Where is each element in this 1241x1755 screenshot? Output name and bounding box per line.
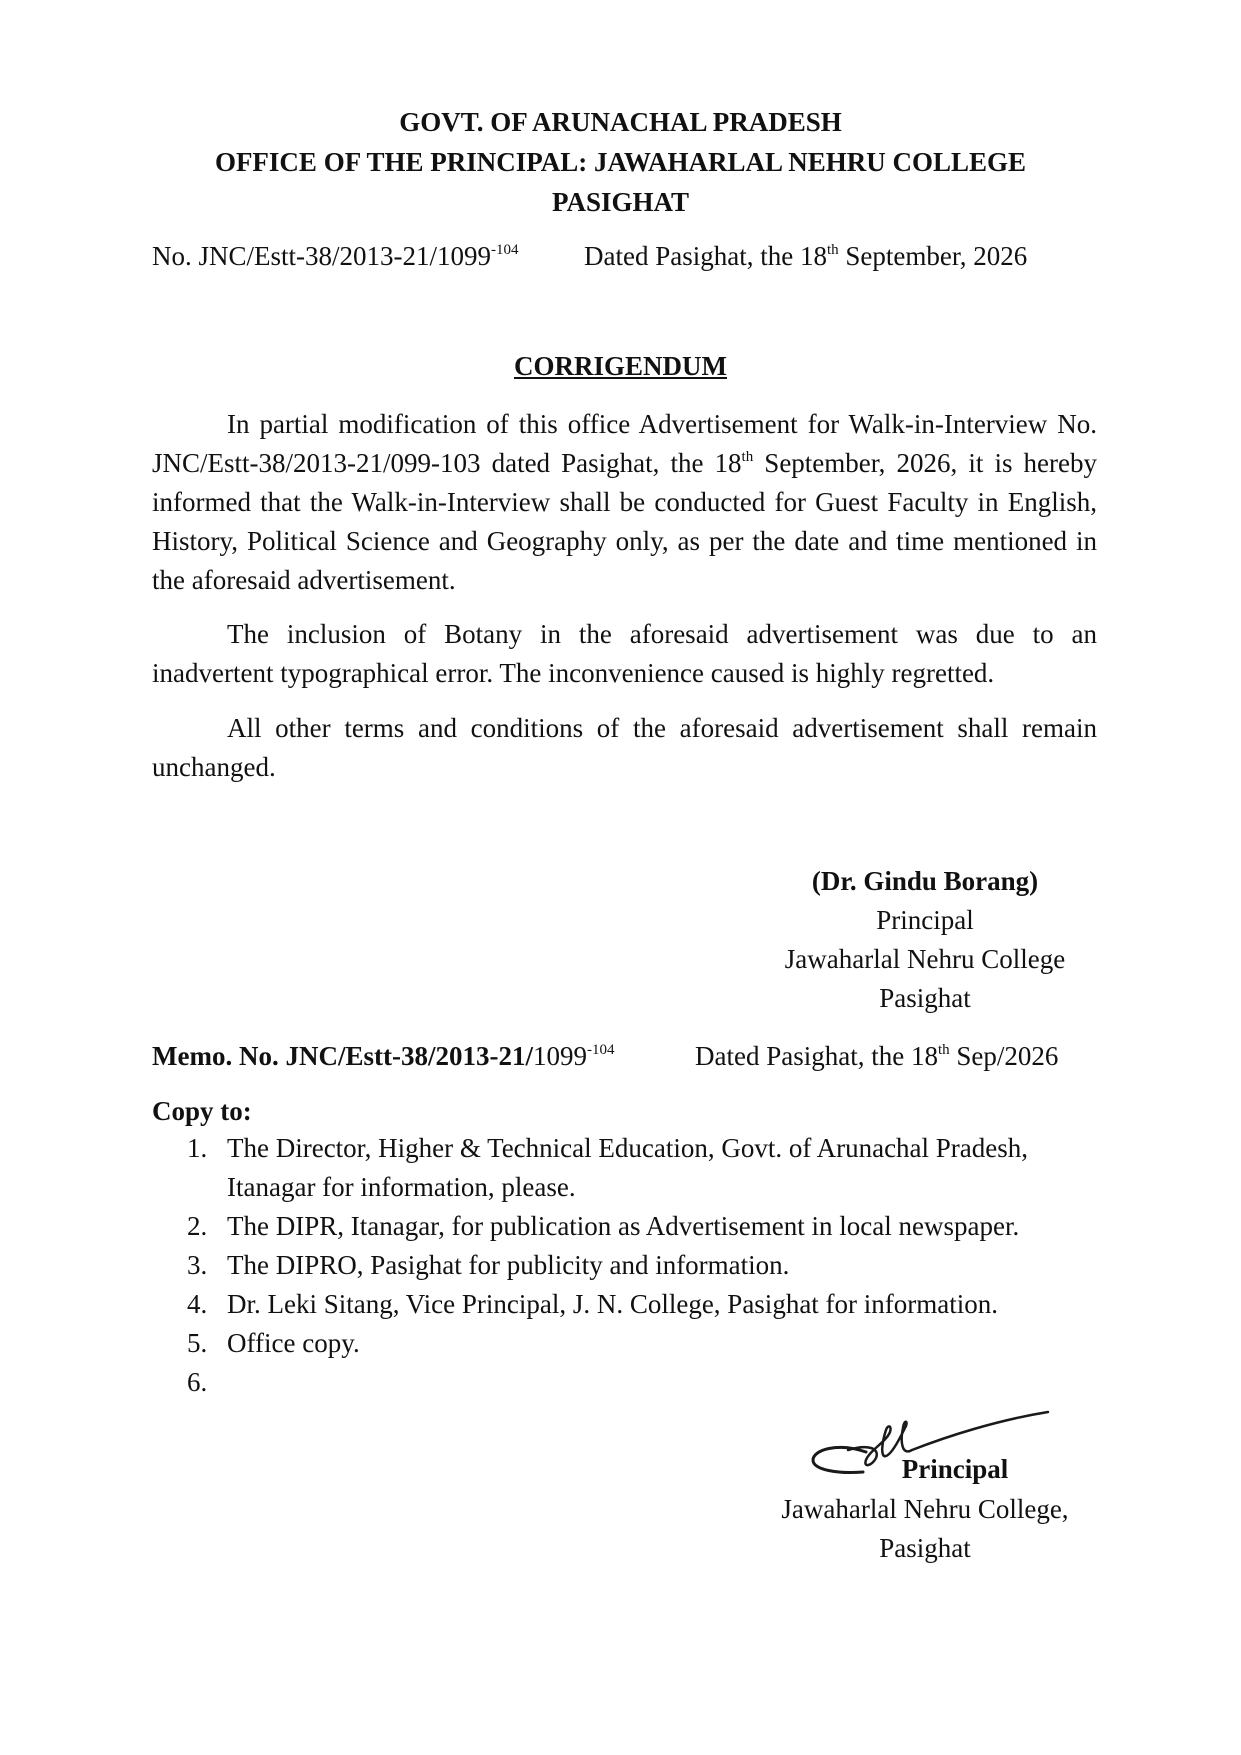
signatory-place: Pasighat bbox=[879, 983, 971, 1013]
copy-to-item-number-text: 5. bbox=[187, 1328, 208, 1358]
header-govt: GOVT. OF ARUNACHAL PRADESH bbox=[399, 107, 842, 137]
copy-to-item-text: The DIPR, Itanagar, for publication as Advertisement in local newspaper. bbox=[227, 1211, 1020, 1241]
memo-date-sup: th bbox=[937, 1042, 950, 1058]
reference-date-prefix: Dated Pasighat, the 18 bbox=[584, 241, 827, 271]
memo-number-sup: -104 bbox=[586, 1042, 615, 1058]
copy-to-item-text: Office copy. bbox=[227, 1328, 360, 1358]
copy-to-item-number-text: 1. bbox=[187, 1133, 208, 1163]
copy-to-item-number bbox=[152, 1246, 227, 1285]
copy-to-item bbox=[152, 1324, 1102, 1363]
signatory2-designation: Principal bbox=[901, 1454, 1009, 1484]
paragraph-3 bbox=[152, 709, 1097, 787]
paragraph-1-sup: th bbox=[741, 449, 754, 465]
reference-date-suffix: September, 2026 bbox=[838, 241, 1028, 271]
paragraph-2 bbox=[152, 615, 1097, 693]
copy-to-item bbox=[152, 1129, 1102, 1207]
signatory2-institution: Jawaharlal Nehru College, bbox=[781, 1494, 1069, 1524]
copy-to-item-number bbox=[152, 1207, 227, 1246]
copy-to-item-number bbox=[152, 1324, 227, 1363]
memo-date bbox=[695, 1040, 1058, 1072]
memo-number bbox=[152, 1040, 614, 1072]
copy-to-item-number bbox=[152, 1363, 227, 1402]
copy-to-heading: Copy to: bbox=[152, 1096, 252, 1126]
signatory-name: (Dr. Gindu Borang) bbox=[811, 866, 1039, 896]
paragraph-1 bbox=[152, 405, 1097, 600]
copy-to-item-number bbox=[152, 1129, 227, 1207]
memo-prefix: Memo. No. JNC/Estt-38/2013-21/ bbox=[152, 1041, 533, 1071]
signatory-block bbox=[700, 862, 1150, 1018]
copy-to-item-text: Dr. Leki Sitang, Vice Principal, J. N. College, Pasighat for information. bbox=[227, 1289, 999, 1319]
copy-to-item-text bbox=[227, 1363, 1102, 1402]
signatory2-block bbox=[700, 1450, 1150, 1489]
copy-to-item bbox=[152, 1207, 1102, 1246]
paragraph-3-text: All other terms and conditions of the aforesaid advertisement shall remain unchanged. bbox=[152, 713, 1097, 782]
signatory-designation: Principal bbox=[876, 905, 974, 935]
reference-number-text: No. JNC/Estt-38/2013-21/1099 bbox=[152, 241, 492, 271]
header-office: OFFICE OF THE PRINCIPAL: JAWAHARLAL NEHRU COLLEGE bbox=[214, 147, 1027, 177]
copy-to-list bbox=[152, 1129, 1102, 1402]
reference-date bbox=[584, 240, 1027, 272]
copy-to-item bbox=[152, 1285, 1102, 1324]
document-title: CORRIGENDUM bbox=[514, 351, 727, 381]
header-place: PASIGHAT bbox=[551, 187, 690, 217]
copy-to-item-number-text: 6. bbox=[187, 1367, 208, 1397]
copy-to-item-number bbox=[152, 1285, 227, 1324]
reference-number bbox=[152, 240, 519, 272]
copy-to-item-number-text: 2. bbox=[187, 1211, 208, 1241]
paragraph-2-text: The inclusion of Botany in the aforesaid advertisement was due to an inadvertent typographical error. The inconvenience caused is highly regretted. bbox=[152, 619, 1097, 688]
copy-to-item bbox=[152, 1363, 1102, 1402]
memo-number-text: 1099 bbox=[532, 1041, 587, 1071]
copy-to-item bbox=[152, 1246, 1102, 1285]
memo-date-prefix: Dated Pasighat, the 18 bbox=[695, 1041, 938, 1071]
copy-to-item-number-text: 4. bbox=[187, 1289, 208, 1319]
copy-to-item-text: The Director, Higher & Technical Education, Govt. of Arunachal Pradesh, Itanagar for information, please. bbox=[227, 1133, 1029, 1202]
signatory2-place: Pasighat bbox=[879, 1533, 971, 1563]
signatory2-details bbox=[700, 1490, 1150, 1568]
signatory-institution: Jawaharlal Nehru College bbox=[784, 944, 1066, 974]
paragraph-1-text-a: In partial modification of this office Advertisement for Walk-in-Interview No. JNC/Estt-38/2013-21/099-103 dated Pasighat, the 18 bbox=[152, 409, 1097, 478]
copy-to-item-number-text: 3. bbox=[187, 1250, 208, 1280]
paragraph-1-text-b: September, 2026, it is hereby informed that the Walk-in-Interview shall be conducted for Guest Faculty in English, History, Political Science and Geography only, as per the date and time mentioned in the aforesaid advertisement. bbox=[152, 448, 1097, 595]
reference-number-sup: -104 bbox=[491, 242, 519, 258]
memo-date-suffix: Sep/2026 bbox=[949, 1041, 1059, 1071]
reference-date-sup: th bbox=[826, 242, 839, 258]
copy-to-item-text: The DIPRO, Pasighat for publicity and information. bbox=[227, 1250, 790, 1280]
